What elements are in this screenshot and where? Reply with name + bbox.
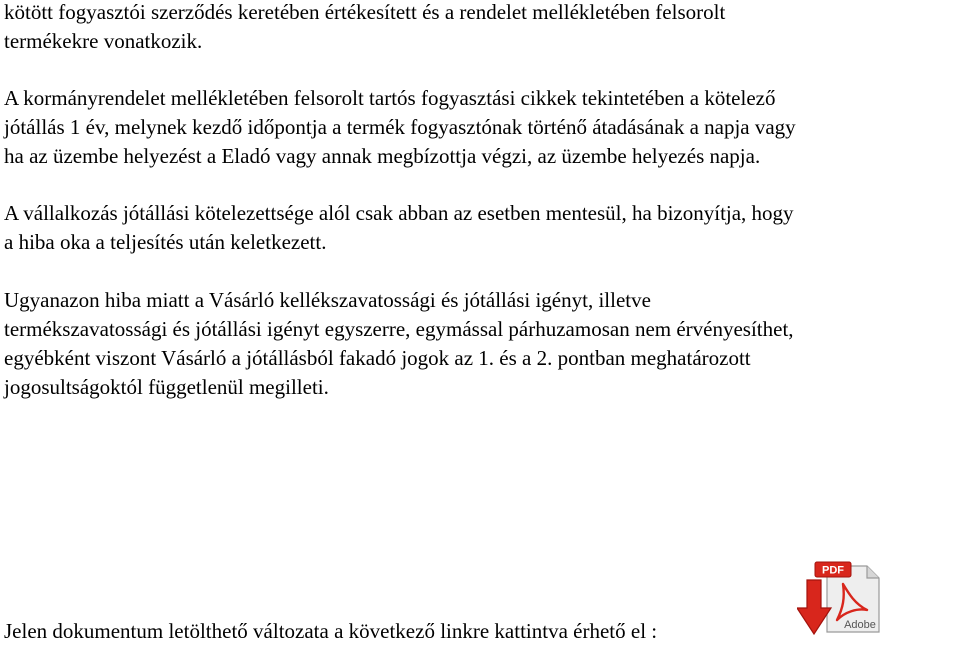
paragraph-concurrent-claims [4, 286, 794, 402]
download-note: Jelen dokumentum letölthető változata a következő linkre kattintva érhető el : [4, 619, 658, 643]
text-line: a hiba oka a teljesítés után keletkezett. [4, 230, 327, 254]
text-line: termékekre vonatkozik. [4, 29, 203, 53]
text-line: jogosultságoktól függetlenül megilleti. [4, 375, 329, 399]
paragraph-scope [4, 0, 725, 56]
pdf-download-link[interactable] [797, 558, 883, 638]
text-line: A kormányrendelet mellékletében felsorolt tartós fogyasztási cikkek tekintetében a kötelező [4, 86, 776, 110]
text-line: ha az üzembe helyezést a Eladó vagy annak megbízottja végzi, az üzembe helyezés napja. [4, 144, 761, 168]
text-line: termékszavatossági és jótállási igényt egyszerre, egymással párhuzamosan nem érvényesíthet, [4, 317, 794, 341]
pdf-download-icon [797, 558, 883, 638]
adobe-label: Adobe [844, 619, 876, 631]
pdf-badge-label: PDF [822, 564, 844, 577]
paragraph-exemption [4, 199, 794, 257]
text-line: Ugyanazon hiba miatt a Vásárló kellékszavatossági és jótállási igényt, illetve [4, 288, 651, 312]
text-line: egyébként viszont Vásárló a jótállásból fakadó jogok az 1. és a 2. pontban meghatározott [4, 346, 751, 370]
text-line: jótállás 1 év, melynek kezdő időpontja a termék fogyasztónak történő átadásának a napja vagy [4, 115, 796, 139]
text-line: kötött fogyasztói szerződés keretében értékesített és a rendelet mellékletében felsorolt [4, 0, 726, 24]
text-line: A vállalkozás jótállási kötelezettsége alól csak abban az esetben mentesül, ha bizonyítja, hogy [4, 201, 794, 225]
paragraph-warranty-period [4, 84, 796, 171]
